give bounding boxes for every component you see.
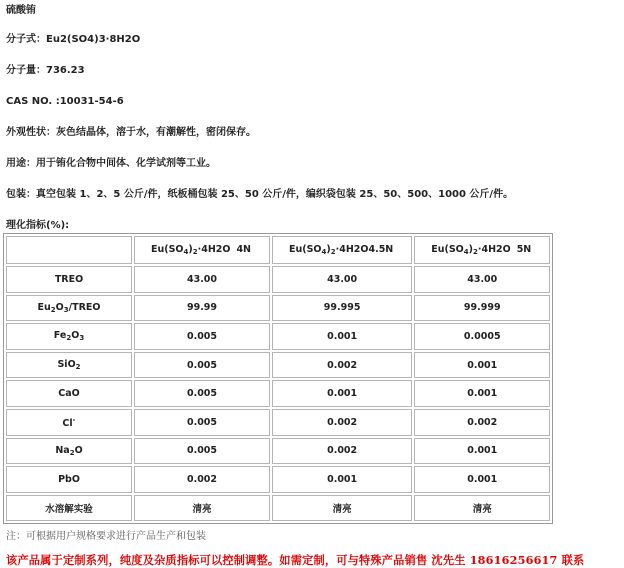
cell-value: 0.002 (134, 466, 270, 493)
cell-value: 99.999 (414, 295, 550, 322)
header-empty-cell (6, 236, 132, 264)
cell-value: 清亮 (414, 495, 550, 522)
table-row (6, 295, 550, 322)
note-text: 注：可根据用户规格要求进行产品生产和包装 (6, 531, 206, 542)
row-name: PbO (6, 466, 132, 493)
table-row (6, 380, 550, 407)
header-cell-4n (134, 236, 270, 264)
cell-value: 0.001 (272, 466, 412, 493)
use-value: 用于铕化合物中间体、化学试剂等工业。 (36, 158, 216, 169)
spec-label: 理化指标(%): (6, 220, 70, 231)
cell-value: 0.002 (272, 438, 412, 465)
cell-value: 0.001 (414, 466, 550, 493)
row-name: $Eu_2O_3$/TREO (6, 295, 132, 322)
cas-label: CAS NO. : (6, 96, 60, 107)
molecular-weight-line (6, 64, 85, 78)
cell-value: 99.995 (272, 295, 412, 322)
cas-value: 10031-54-6 (59, 96, 124, 107)
packing-label: 包装： (6, 189, 36, 200)
cell-value: 43.00 (272, 266, 412, 293)
table-row (6, 323, 550, 350)
header-grade: 5N (516, 244, 532, 255)
custom-order-notice: 该产品属于定制系列，纯度及杂质指标可以控制调整。如需定制，可与特殊产品销售 沈先生 18616256617 联系 (6, 553, 585, 567)
table-row (6, 266, 550, 293)
spec-table (3, 233, 553, 524)
header-cell-4-5n (272, 236, 412, 264)
product-title: 硫酸铕 (6, 5, 36, 16)
mw-value: 736.23 (46, 65, 85, 76)
appearance-value: 灰色结晶体，溶于水，有潮解性，密闭保存。 (56, 127, 256, 138)
appearance-label: 外观性状： (6, 127, 56, 138)
header-formula: $Eu(SO_4)_2\cdot 4H2O$ (289, 244, 369, 256)
table-row (6, 409, 550, 436)
row-name: Cl- (6, 409, 132, 436)
cas-line (6, 95, 124, 109)
table-row (6, 466, 550, 493)
formula-label: 分子式： (6, 34, 46, 45)
cell-value: 0.001 (272, 380, 412, 407)
cell-value: 0.005 (134, 323, 270, 350)
cell-value: 清亮 (272, 495, 412, 522)
cell-value: 0.001 (414, 352, 550, 379)
cell-value: 0.001 (414, 380, 550, 407)
row-name: 水溶解实验 (6, 495, 132, 522)
cell-value: 0.002 (414, 409, 550, 436)
cell-value: 0.001 (414, 438, 550, 465)
table-row (6, 438, 550, 465)
header-cell-5n (414, 236, 550, 264)
packing-line (6, 188, 513, 202)
table-row (6, 495, 550, 522)
cell-value: 0.002 (272, 352, 412, 379)
table-row (6, 352, 550, 379)
header-formula: $Eu(SO_4)_2\cdot 4H2O$ (151, 244, 231, 256)
cell-value: 0.005 (134, 380, 270, 407)
header-grade: 4N (236, 244, 251, 255)
cell-value: 99.99 (134, 295, 270, 322)
use-line (6, 157, 216, 171)
row-name: $Na_2O$ (6, 438, 132, 465)
cell-value: 0.005 (134, 438, 270, 465)
cell-value: 0.005 (134, 352, 270, 379)
table-header-row (6, 236, 550, 264)
cell-value: 43.00 (414, 266, 550, 293)
use-label: 用途： (6, 158, 36, 169)
row-name: $Fe_2O_3$ (6, 323, 132, 350)
header-grade: 4.5N (368, 244, 394, 255)
mw-label: 分子量： (6, 65, 46, 76)
cell-value: 清亮 (134, 495, 270, 522)
row-name: TREO (6, 266, 132, 293)
row-name: CaO (6, 380, 132, 407)
cell-value: 0.001 (272, 323, 412, 350)
appearance-line (6, 126, 256, 140)
cell-value: 0.002 (272, 409, 412, 436)
cell-value: 0.0005 (414, 323, 550, 350)
packing-value: 真空包装 1、2、5 公斤/件，纸板桶包装 25、50 公斤/件，编织袋包装 25、50、500、1000 公斤/件。 (36, 189, 514, 200)
formula-value: Eu2(SO4)3·8H2O (46, 34, 141, 45)
header-formula: $Eu(SO_4)_2\cdot 4H2O$ (431, 244, 511, 256)
formula-line (6, 33, 140, 47)
row-name: SiO$_2$ (6, 352, 132, 379)
cell-value: 0.005 (134, 409, 270, 436)
cell-value: 43.00 (134, 266, 270, 293)
